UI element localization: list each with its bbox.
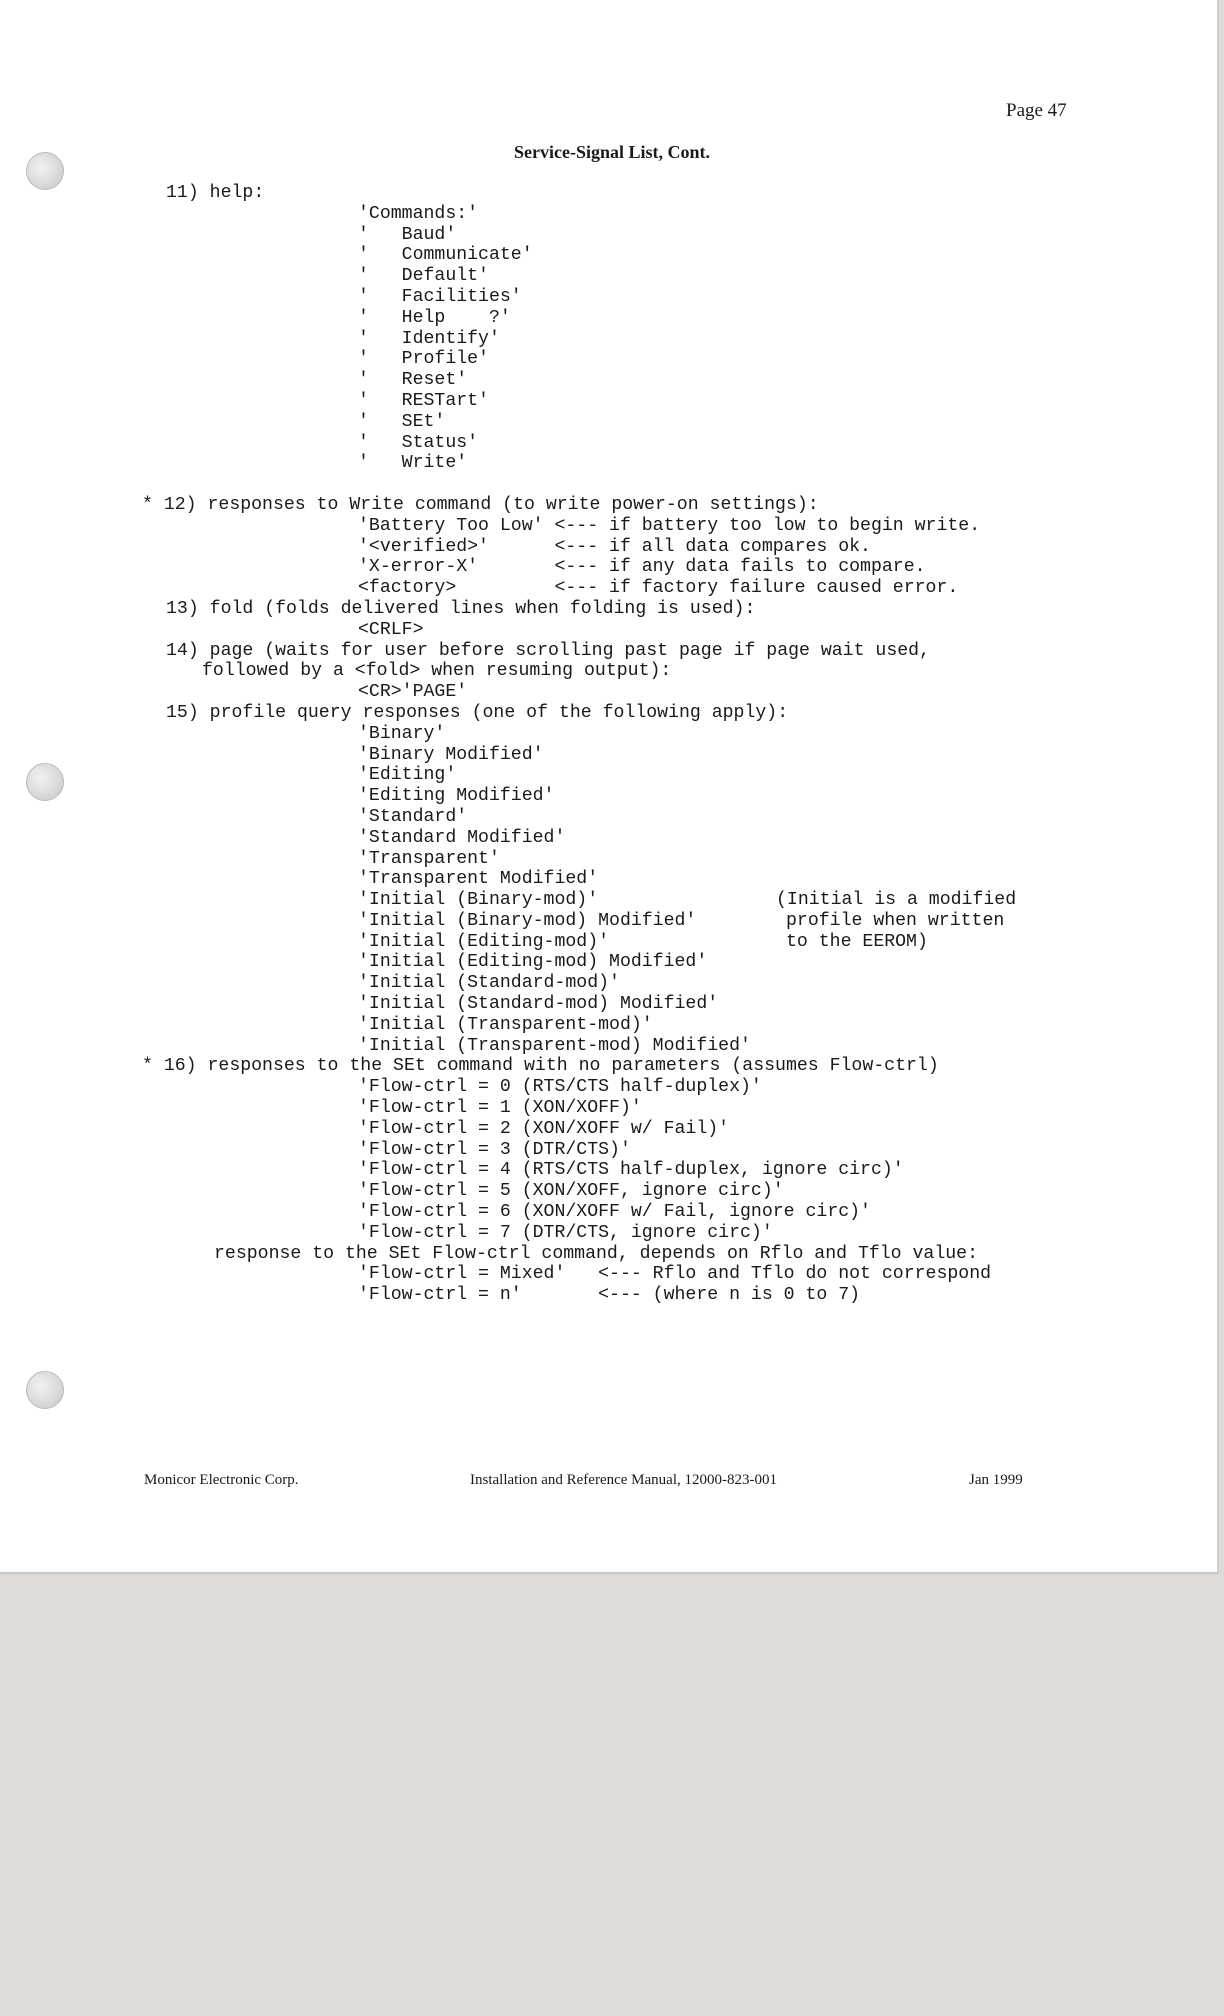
- footer-manual-title: Installation and Reference Manual, 12000-823-001: [470, 1472, 777, 1488]
- listing-text: ' RESTart': [358, 390, 489, 411]
- listing-text: 'Initial (Standard-mod) Modified': [358, 994, 719, 1015]
- listing-text: ' Reset': [358, 370, 468, 391]
- listing-text: 14) page (waits for user before scrolling past page if page wait used,: [166, 640, 930, 661]
- listing-text: 11) help:: [166, 183, 265, 203]
- listing-text: 'Transparent Modified': [358, 869, 599, 890]
- section-title: Service-Signal List, Cont.: [514, 142, 710, 162]
- listing-text: ' Help ?': [358, 307, 511, 328]
- listing-text: <CRLF>: [358, 619, 424, 640]
- listing-text: ' Default': [358, 266, 489, 287]
- listing-text: 'Standard': [358, 806, 468, 827]
- listing-text: ' SEt': [358, 411, 446, 432]
- listing-text: 'Flow-ctrl = 0 (RTS/CTS half-duplex)': [358, 1077, 762, 1098]
- listing-text: ' Communicate': [358, 245, 533, 266]
- listing-text: to the EEROM): [786, 931, 928, 952]
- listing-text: ' Profile': [358, 349, 489, 370]
- listing-text: 'Initial (Editing-mod)': [358, 931, 610, 952]
- punch-hole-bottom: [26, 1371, 64, 1409]
- listing-text: ' Baud': [358, 224, 457, 245]
- listing-text: 'Flow-ctrl = 7 (DTR/CTS, ignore circ)': [358, 1222, 773, 1243]
- listing-text: 'Flow-ctrl = 5 (XON/XOFF, ignore circ)': [358, 1181, 784, 1202]
- listing-text: response to the SEt Flow-ctrl command, depends on Rflo and Tflo value:: [214, 1243, 978, 1264]
- page-number: Page 47: [1006, 100, 1067, 121]
- listing-text: 'Battery Too Low' <--- if battery too low to begin write.: [358, 515, 981, 536]
- listing-text: 'Editing': [358, 765, 457, 786]
- listing-text: 'Initial (Binary-mod)': [358, 890, 599, 911]
- listing-text: 'Binary Modified': [358, 744, 544, 765]
- listing-text: 'Flow-ctrl = 4 (RTS/CTS half-duplex, ignore circ)': [358, 1160, 904, 1181]
- listing-text: 'Binary': [358, 723, 446, 744]
- listing-text: <CR>'PAGE': [358, 682, 468, 703]
- listing-text: 'Flow-ctrl = Mixed' <--- Rflo and Tflo do not correspond: [358, 1264, 992, 1285]
- listing-text: profile when written: [786, 910, 1005, 931]
- listing-text: '<verified>' <--- if all data compares ok.: [358, 536, 871, 557]
- listing-text: * 16) responses to the SEt command with no parameters (assumes Flow-ctrl): [142, 1056, 939, 1077]
- listing-text: 'Initial (Transparent-mod) Modified': [358, 1035, 751, 1056]
- listing-text: * 12) responses to Write command (to write power-on settings):: [142, 494, 819, 515]
- listing-text: 'Editing Modified': [358, 786, 555, 807]
- punch-hole-middle: [26, 763, 64, 801]
- listing-text: 'Commands:': [358, 203, 479, 224]
- listing-text: 'Flow-ctrl = 1 (XON/XOFF)': [358, 1098, 642, 1119]
- listing-text: <factory> <--- if factory failure caused error.: [358, 578, 959, 599]
- listing-text: 'Transparent': [358, 848, 500, 869]
- listing-text: 'Initial (Editing-mod) Modified': [358, 952, 708, 973]
- listing-text: 'Flow-ctrl = 2 (XON/XOFF w/ Fail)': [358, 1118, 730, 1139]
- listing-text: 'Flow-ctrl = 3 (DTR/CTS)': [358, 1139, 631, 1160]
- listing-text: 'X-error-X' <--- if any data fails to compare.: [358, 557, 926, 578]
- listing-text: 'Initial (Binary-mod) Modified': [358, 910, 697, 931]
- listing-text: 'Flow-ctrl = 6 (XON/XOFF w/ Fail, ignore circ)': [358, 1202, 871, 1223]
- listing-text: 'Initial (Standard-mod)': [358, 973, 620, 994]
- listing-text: 'Standard Modified': [358, 827, 566, 848]
- listing-text: (Initial is a modified: [776, 890, 1017, 911]
- listing-text: ' Write': [358, 453, 468, 474]
- listing-text: 13) fold (folds delivered lines when folding is used):: [166, 598, 756, 619]
- footer-date: Jan 1999: [969, 1472, 1023, 1488]
- listing-text: followed by a <fold> when resuming output):: [202, 661, 672, 682]
- listing-text: 15) profile query responses (one of the following apply):: [166, 702, 789, 723]
- listing-text: ' Facilities': [358, 286, 522, 307]
- footer-company: Monicor Electronic Corp.: [144, 1472, 299, 1488]
- listing-text: 'Flow-ctrl = n' <--- (where n is 0 to 7): [358, 1285, 861, 1306]
- listing-text: ' Status': [358, 432, 479, 453]
- listing-text: ' Identify': [358, 328, 500, 349]
- listing-text: 'Initial (Transparent-mod)': [358, 1014, 653, 1035]
